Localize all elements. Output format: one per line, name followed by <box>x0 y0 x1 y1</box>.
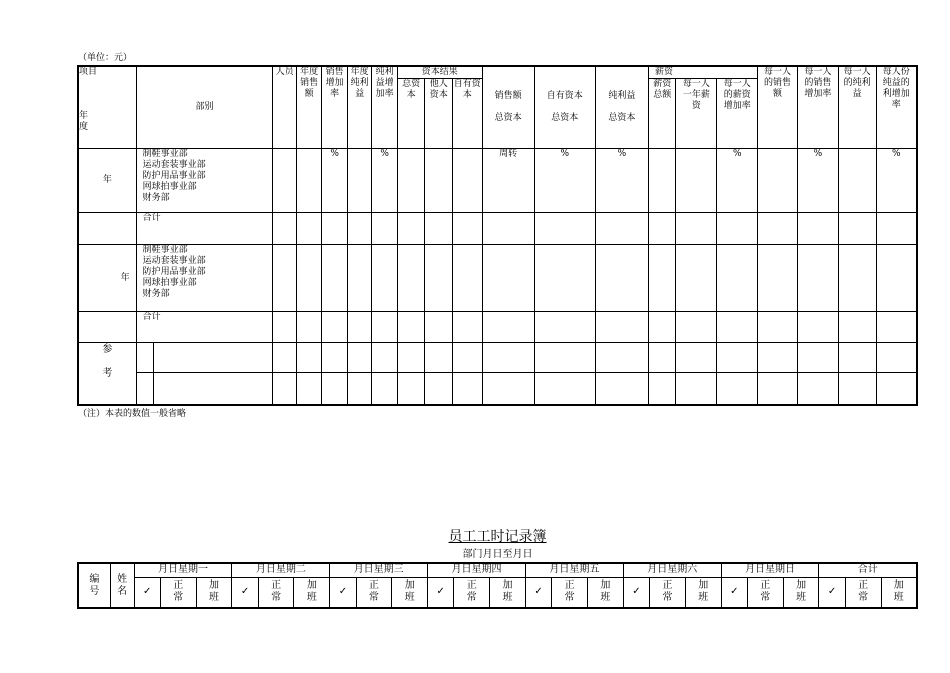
day-header: 月日星期一 <box>134 563 232 577</box>
normal-label: 正常 <box>564 580 575 604</box>
header-net-ratio: 纯利益 总资本 <box>595 66 648 149</box>
header-capital-structure: 资本结果 <box>397 66 482 79</box>
table-row <box>78 312 917 343</box>
header-other-capital: 他人资本 <box>429 79 448 100</box>
pct-mark: % <box>595 149 648 213</box>
header-staff: 人员 <box>275 67 294 77</box>
day-header: 月日星期四 <box>428 563 526 577</box>
pct-mark: % <box>717 149 758 213</box>
normal-label: 正常 <box>271 580 282 604</box>
pct-mark: % <box>534 149 595 213</box>
total-label: 合计 <box>136 312 273 343</box>
overtime-label: 加班 <box>698 580 709 604</box>
header-item-year: 项目 年度 <box>78 66 136 149</box>
total-header: 合计 <box>819 563 917 577</box>
header-sales-ratio: 销售额 总资本 <box>482 66 534 149</box>
day-header: 月日星期三 <box>330 563 428 577</box>
overtime-label: 加班 <box>209 580 220 604</box>
check-mark: ✓ <box>623 577 649 608</box>
department-list: 制鞋事业部 运动套装事业部 防护用品事业部 网球拍事业部 财务部 <box>136 245 273 312</box>
header-annual-sales: 年度销售额 <box>300 67 319 99</box>
header-own-ratio: 自有资本 总资本 <box>534 66 595 149</box>
check-mark: ✓ <box>330 577 356 608</box>
table-row <box>78 343 917 373</box>
overtime-label: 加班 <box>893 580 904 604</box>
header-per-capita-sales-growth: 每一人的销售增加率 <box>804 67 832 99</box>
day-header: 月日星期日 <box>721 563 819 577</box>
table-row <box>78 149 917 213</box>
header-dept: 部别 <box>136 66 273 149</box>
pct-mark: % <box>372 149 398 213</box>
header-salary: 薪资 <box>648 66 757 79</box>
pct-mark: % <box>322 149 348 213</box>
check-mark: ✓ <box>819 577 845 608</box>
col-name: 姓名 <box>110 563 134 608</box>
table-row <box>78 213 917 245</box>
normal-label: 正常 <box>760 580 771 604</box>
overtime-label: 加班 <box>796 580 807 604</box>
header-per-capita-salary: 每一人一年薪资 <box>682 79 710 111</box>
overtime-label: 加班 <box>600 580 611 604</box>
day-header: 月日星期二 <box>232 563 330 577</box>
header-sales-growth: 销售增加率 <box>325 67 344 99</box>
overtime-label: 加班 <box>502 580 513 604</box>
table-note: （注）本表的数值一般省略 <box>78 409 187 419</box>
year-label: 年 <box>78 149 136 213</box>
normal-label: 正常 <box>368 580 379 604</box>
pct-mark: % <box>797 149 838 213</box>
header-annual-net-profit: 年度纯利益 <box>350 67 369 99</box>
day-header: 月日星期六 <box>623 563 721 577</box>
table-row <box>78 245 917 312</box>
reference-label: 参 考 <box>78 343 136 406</box>
check-mark: ✓ <box>428 577 454 608</box>
timesheet-table <box>77 562 918 609</box>
total-label: 合计 <box>136 213 273 245</box>
overtime-label: 加班 <box>404 580 415 604</box>
check-mark: ✓ <box>721 577 747 608</box>
col-id: 编号 <box>78 563 110 608</box>
header-per-capita-salary-growth: 每一人的薪资增加率 <box>723 79 751 111</box>
day-header: 月日星期五 <box>525 563 623 577</box>
department-list: 制鞋事业部 运动套装事业部 防护用品事业部 网球拍事业部 财务部 <box>136 149 273 213</box>
overtime-label: 加班 <box>306 580 317 604</box>
normal-label: 正常 <box>662 580 673 604</box>
header-per-capita-net: 每一人的纯利益 <box>843 67 871 99</box>
pct-mark: % <box>876 149 917 213</box>
check-mark: ✓ <box>134 577 160 608</box>
check-mark: ✓ <box>525 577 551 608</box>
header-own-capital: 自有资本 <box>453 79 481 100</box>
header-per-capita-sales: 每一人的销售额 <box>764 67 792 99</box>
turnover-mark: 周转 <box>482 149 534 213</box>
normal-label: 正常 <box>173 580 184 604</box>
check-mark: ✓ <box>232 577 258 608</box>
timesheet-subtitle: 部门月日至月日 <box>462 549 533 560</box>
header-total-capital: 总资本 <box>402 79 421 100</box>
normal-label: 正常 <box>858 580 869 604</box>
header-per-capita-net-growth: 每人份纯益的利增加率 <box>882 67 910 110</box>
header-net-profit-growth: 纯利益增加率 <box>375 67 394 99</box>
normal-label: 正常 <box>466 580 477 604</box>
header-salary-total: 薪资总额 <box>653 79 672 100</box>
timesheet-title: 员工工时记录簿 <box>448 529 547 545</box>
unit-label: （单位：元） <box>78 53 133 63</box>
year-label: 年 <box>78 245 136 312</box>
table-row <box>78 373 917 406</box>
business-performance-table <box>77 65 918 406</box>
